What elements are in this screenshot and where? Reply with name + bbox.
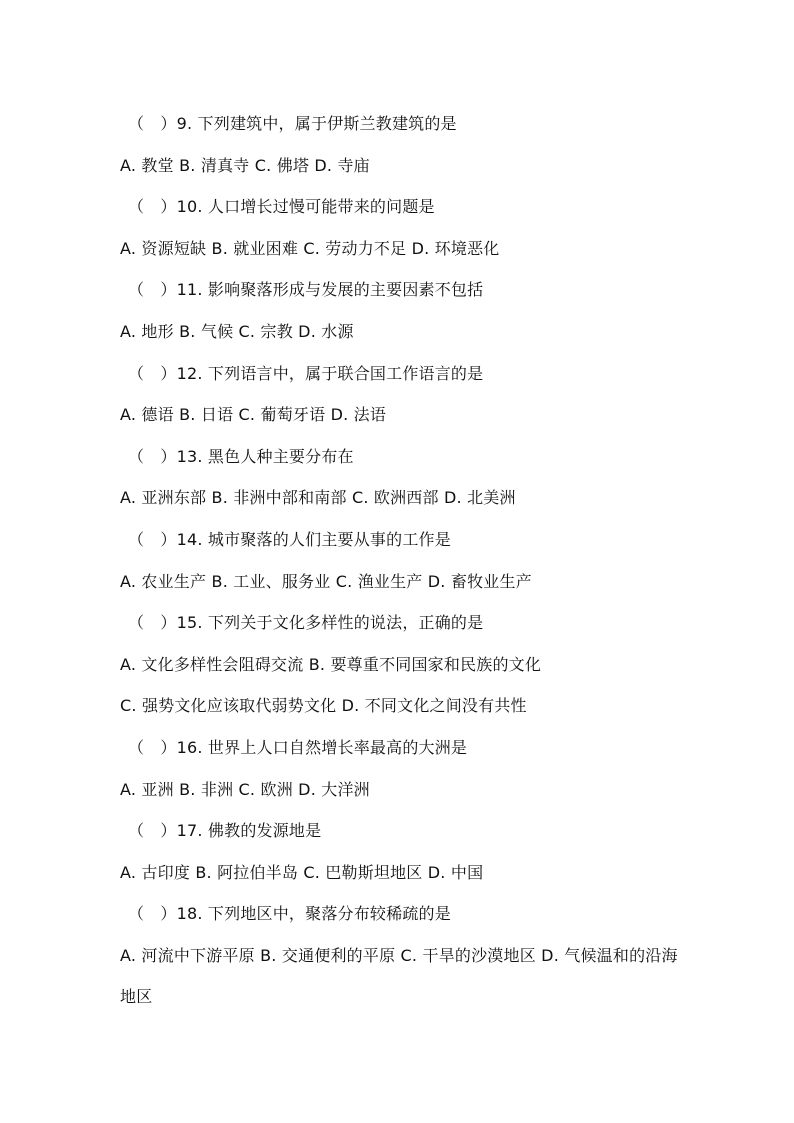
question-15-options-cd: C. 强势文化应该取代弱势文化 D. 不同文化之间没有共性 <box>120 696 527 716</box>
question-18-options: A. 河流中下游平原 B. 交通便利的平原 C. 干旱的沙漠地区 D. 气候温和的沿海地区 <box>120 945 678 1007</box>
question-11: （ ）11. 影响聚落形成与发展的主要因素不包括 <box>128 280 484 300</box>
question-16-options: A. 亚洲 B. 非洲 C. 欧洲 D. 大洋洲 <box>120 779 370 799</box>
question-9: （ ）9. 下列建筑中，属于伊斯兰教建筑的是 <box>128 114 457 133</box>
question-13: （ ）13. 黑色人种主要分布在 <box>128 446 354 466</box>
question-14: （ ）14. 城市聚落的人们主要从事的工作是 <box>128 529 451 549</box>
question-12: （ ）12. 下列语言中，属于联合国工作语言的是 <box>128 363 484 383</box>
question-10: （ ）10. 人口增长过慢可能带来的问题是 <box>128 197 435 217</box>
question-10-options: A. 资源短缺 B. 就业困难 C. 劳动力不足 D. 环境恶化 <box>120 238 500 258</box>
question-16: （ ）16. 世界上人口自然增长率最高的大洲是 <box>128 737 468 757</box>
question-11-options: A. 地形 B. 气候 C. 宗教 D. 水源 <box>120 321 354 341</box>
question-15-options-ab: A. 文化多样性会阻碍交流 B. 要尊重不同国家和民族的文化 <box>120 654 542 674</box>
question-13-options: A. 亚洲东部 B. 非洲中部和南部 C. 欧洲西部 D. 北美洲 <box>120 488 516 508</box>
question-14-options: A. 农业生产 B. 工业、服务业 C. 渔业生产 D. 畜牧业生产 <box>120 571 532 591</box>
question-17: （ ）17. 佛教的发源地是 <box>128 821 322 841</box>
question-9-options: A. 教堂 B. 清真寺 C. 佛塔 D. 寺庙 <box>120 155 370 175</box>
question-list <box>120 103 680 1018</box>
question-15: （ ）15. 下列关于文化多样性的说法，正确的是 <box>128 613 484 633</box>
question-17-options: A. 古印度 B. 阿拉伯半岛 C. 巴勒斯坦地区 D. 中国 <box>120 862 484 882</box>
question-12-options: A. 德语 B. 日语 C. 葡萄牙语 D. 法语 <box>120 405 387 425</box>
question-18: （ ）18. 下列地区中，聚落分布较稀疏的是 <box>128 904 451 924</box>
